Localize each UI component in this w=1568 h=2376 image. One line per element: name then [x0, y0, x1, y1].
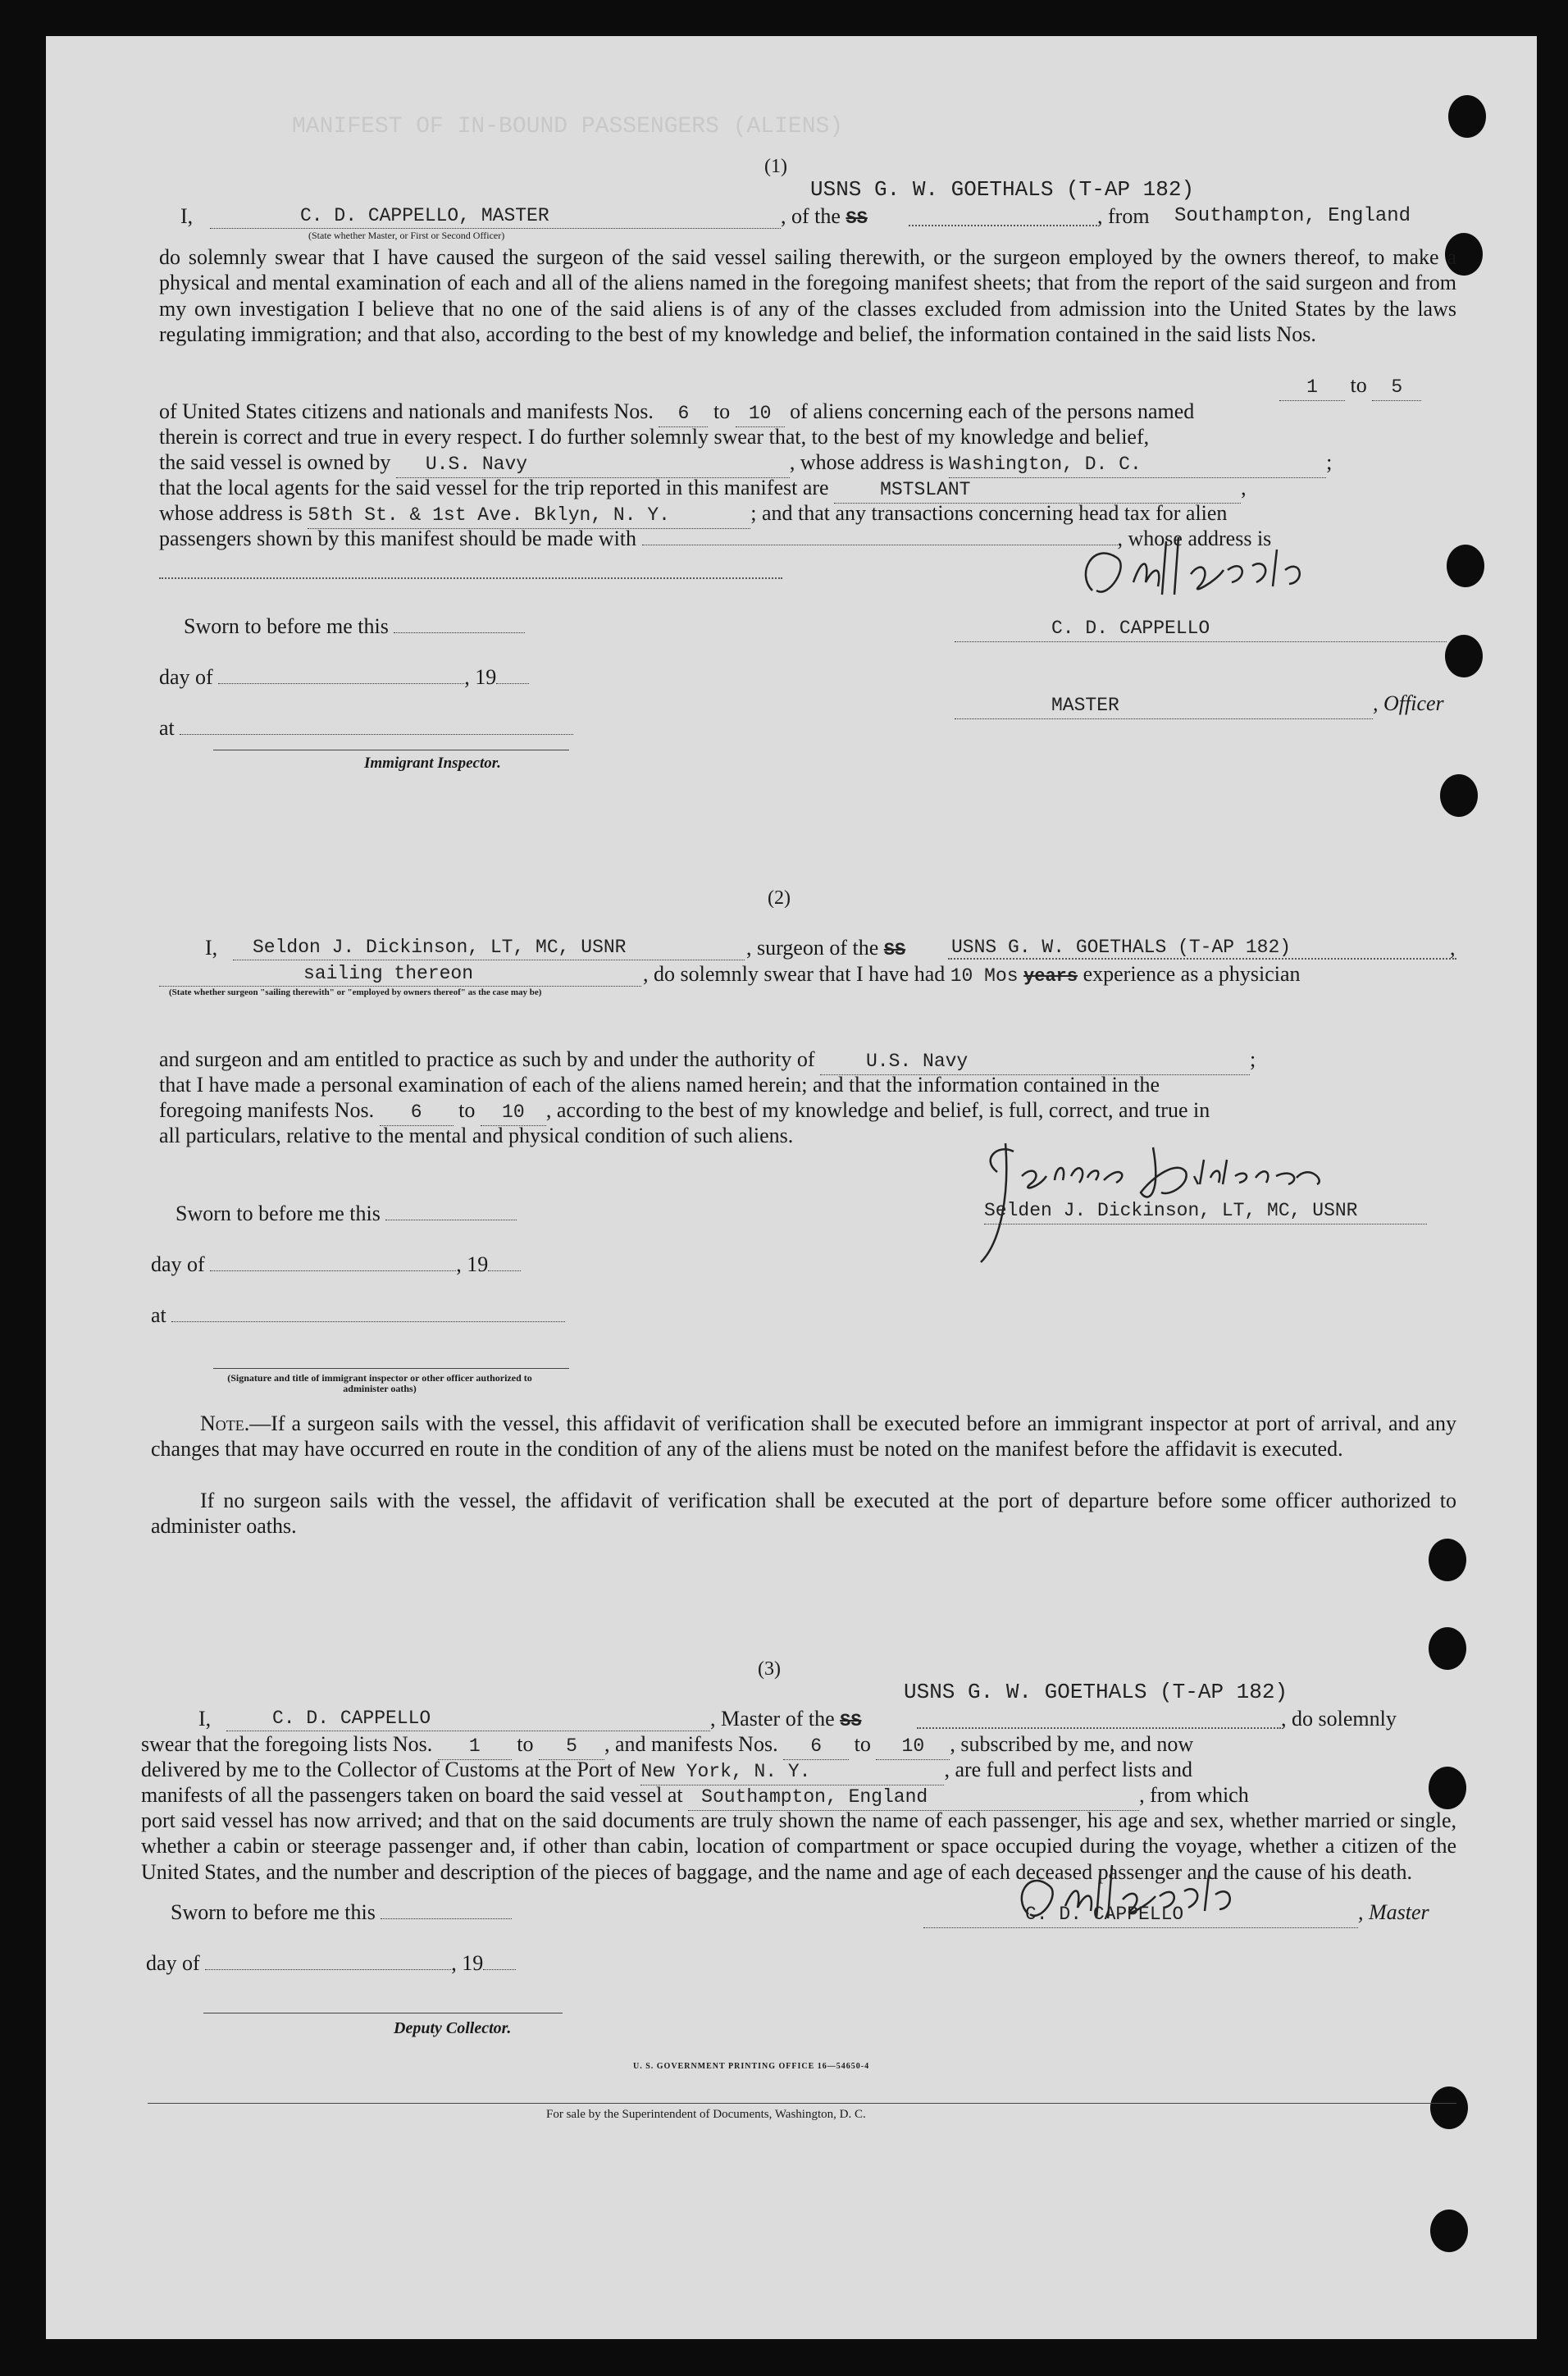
authority-value: U.S. Navy	[866, 1051, 969, 1072]
deputy-collector-label: Deputy Collector.	[394, 2019, 512, 2037]
signature-note: (Signature and title of immigrant inspector or other officer authorized to administer oaths)	[227, 1372, 532, 1394]
section-number: (3)	[758, 1658, 781, 1680]
vessel-name: USNS G. W. GOETHALS (T-AP 182)	[810, 177, 1195, 202]
intro-i: I,	[205, 936, 218, 960]
section3-paragraph: port said vessel has now arrived; and that on the said documents are truly shown the name of each passenger, his age and sex, whether married or single, whether a cabin or steerage passenger and, if other than cabin, location of compartment or space occupied during the voyage, whether a citizen of the United States, and the number and description of the pieces of baggage, and the name and age of each deceased passenger and the cause of his death.	[141, 1808, 1456, 1884]
state-note: (State whether surgeon "sailing therewith" or "employed by owners thereof" as the case may be)	[169, 987, 542, 997]
from-place-value: Southampton, England	[1174, 205, 1411, 227]
intro-i: I,	[180, 204, 194, 228]
binder-hole	[1429, 1627, 1466, 1670]
owner-address-value: Washington, D. C.	[949, 454, 1142, 475]
lists-to-value: 5	[1391, 376, 1403, 398]
immigrant-inspector-label: Immigrant Inspector.	[364, 755, 501, 772]
true-in-every-respect: therein is correct and true in every respect. I do further solemnly swear that, to the best of my knowledge and belief,	[159, 425, 1150, 449]
agents-address-value: 58th St. & 1st Ave. Bklyn, N. Y.	[308, 504, 670, 526]
binder-hole	[1429, 1767, 1466, 1809]
struck-ss: SS	[883, 940, 906, 960]
binder-hole	[1430, 2086, 1468, 2129]
note-paragraph: Note.—If a surgeon sails with the vessel, this affidavit of verification shall be executed before an immigrant inspector at port of arrival, and any changes that may have occurred en route in the condition of any of the aliens must be noted on the manifest before the affidavit is executed.	[151, 1411, 1456, 1462]
binder-hole	[1440, 774, 1478, 817]
surgeon-signer-value: Selden J. Dickinson, LT, MC, USNR	[984, 1200, 1358, 1221]
master-name-value: C. D. CAPPELLO, MASTER	[300, 205, 549, 226]
binder-hole	[1430, 2210, 1468, 2252]
surgeon-name-value: Seldon J. Dickinson, LT, MC, USNR	[253, 937, 627, 958]
note-paragraph-2: If no surgeon sails with the vessel, the affidavit of verification shall be executed at the port of departure before some officer authorized to administer oaths.	[151, 1489, 1456, 1539]
exam-line: that I have made a personal examination of each of the aliens named herein; and that the information contained in the	[159, 1073, 1160, 1097]
lists-to-value: 5	[566, 1735, 577, 1757]
master-signer-value: C. D. CAPPELLO	[1025, 1904, 1184, 1925]
of-the-label: , of the	[781, 204, 841, 228]
struck-years: years	[1023, 966, 1078, 987]
sailing-value: sailing thereon	[303, 963, 474, 984]
binder-hole	[1429, 1539, 1466, 1581]
manifests-to-value: 10	[748, 403, 772, 424]
sworn-label: Sworn to before me this	[184, 614, 389, 638]
binder-hole	[1447, 545, 1484, 587]
section-number: (2)	[768, 887, 791, 909]
manifests-from-value: 6	[810, 1735, 822, 1757]
master-name-field	[210, 203, 781, 229]
for-sale-note: For sale by the Superintendent of Documents, Washington, D. C.	[546, 2108, 866, 2121]
oath-paragraph: do solemnly swear that I have caused the surgeon of the said vessel sailing therewith, or the surgeon employed by the owners thereof, to make a physical and mental examination of each and all of the aliens named in the foregoing manifest sheets; that from the report of the said surgeon and from my own investigation I believe that no one of the said aliens is of any of the classes excluded from admission into the United States by the laws regulating immigration; and that also, according to the best of my knowledge and belief, the information contained in the said lists Nos.	[159, 245, 1456, 346]
manifests-from-value: 6	[410, 1101, 422, 1123]
experience-value: 10 Mos	[950, 965, 1019, 987]
rank-value: MASTER	[1051, 695, 1119, 716]
section-number: (1)	[764, 156, 787, 177]
struck-ss: SS	[846, 208, 868, 229]
solemnly-label: , do solemnly	[1281, 1707, 1397, 1731]
agents-value: MSTSLANT	[880, 479, 971, 500]
bleed-through-text: MANIFEST OF IN-BOUND PASSENGERS (ALIENS)	[292, 114, 844, 139]
master-value: C. D. CAPPELLO	[272, 1708, 431, 1729]
from-label: , from	[1097, 204, 1150, 228]
master-signature	[1060, 525, 1322, 623]
manifests-from-value: 6	[677, 403, 690, 424]
struck-ss: SS	[840, 1711, 862, 1731]
manifests-to-value: 10	[901, 1735, 925, 1757]
owner-value: U.S. Navy	[425, 454, 528, 475]
master-signer-value: C. D. CAPPELLO	[1051, 618, 1210, 639]
vessel-name: USNS G. W. GOETHALS (T-AP 182)	[951, 937, 1292, 958]
sworn-label: Sworn to before me this	[171, 1900, 376, 1924]
lists-from-value: 1	[468, 1735, 481, 1757]
boarded-place-value: Southampton, England	[701, 1786, 928, 1808]
binder-hole	[1448, 95, 1486, 138]
lists-from-value: 1	[1306, 376, 1318, 398]
particulars-line: all particulars, relative to the mental and physical condition of such aliens.	[159, 1124, 794, 1147]
state-note: (State whether Master, or First or Second Officer)	[308, 230, 505, 241]
document-page: MANIFEST OF IN-BOUND PASSENGERS (ALIENS) (1) USNS G. W. GOETHALS (T-AP 182) I, C. D. CAPPELLO, MASTER , of the SS , from Southampton, England (State whether Master, or First or Second Officer) do solemnly swear that I have caused the surgeon of the said vessel sailing therewith, or the surgeon employed by the owners thereof, to make a physical and mental examination of each and all of the aliens named in the foregoing manifest sheets; that from the report of the said surgeon and from my own investigation I believe that no one of the said aliens is of any of the classes excluded from admission into the United States by the laws regulating immigration; and that also, according to the best of my knowledge and belief, the information contained in the said lists Nos. 1 to 5 of United States citizens and nationals and manifests Nos. 6 to 10 of aliens concerning each of the persons named therein is correct and true in every respect. I do further solemnly swear that, to the best of my knowledge and belief, the said vessel is owned by U.S. Navy , whose address is Washington, D. C. ; that the local agents for the said vessel for the trip reported in this manifest are MSTSLANT , whose address is 58th St. & 1st Ave. Bklyn, N. Y. ; and that any transactions concerning head tax for alien passengers shown by this manifest should be made with , whose address is Sworn to before me this day of , 19 at Immigrant Inspector. C. D. CAPPELLO MASTER , Officer (2) I, Seldon J. Dickinson, LT, MC, USNR , surgeon of the SS USNS G. W. GOETHALS (T-AP 182) , sailing thereon , do solemnly swear that I have had 10 Mos years experience as a physician (State whether surgeon "sailing therewith" or "employed by owners thereof" as the case may be) and surgeon and am entitled to practice as such by and under the authority of U.S. Navy ; that I have made a personal examination of each of the aliens named herein; and that the information contained in the foregoing manifests Nos. 6 to 10 , according to the best of my knowledge and belief, is full, correct, and true in all particulars, relative to the mental and physical condition of such aliens. Selden J. Dickinson, LT, MC, USNR Sworn to before me this day of , 19 at (Signature and title of immigrant inspector or other officer authorized to administer oaths) Note.—If a surgeon sails with the vessel, this affidavit of verification shall be executed before an immigrant inspector at port of arrival, and any changes that may have occurred en route in the condition of any of the aliens must be noted on the manifest before the affidavit is executed. If no surgeon sails with the vessel, the affidavit of verification shall be executed at the port of departure before some officer authorized to administer oaths. (3) USNS G. W. GOETHALS (T-AP 182) I, C. D. CAPPELLO , Master of the SS , do solemnly swear that the foregoing lists Nos. 1 to 5 , and manifests Nos. 6 to 10 , subscribed by me, and now delivered by me to the Collector of Customs at the Port of New York, N. Y. , are full and perfect lists and manifests of all the passengers taken on board the said vessel at Southampton, England , from which port said vessel has now arrived; and that on the said documents are truly shown the name of each passenger, his age and sex, whether married or single, whether a cabin or steerage passenger and, if other than cabin, location of compartment or space occupied during the voyage, whether a citizen of the United States, and the number and description of the pieces of baggage, and the name and age of each deceased passenger and the cause of his death. Sworn to before me this C. D. CAPPELLO , Master day of , 19 Deputy Collector. U. S. GOVERNMENT PRINTING OFFICE 16—54650-4 For sale by the Superintendent of Documents, Washington, D. C.	[46, 36, 1537, 2339]
binder-hole	[1445, 635, 1483, 677]
printing-office: U. S. GOVERNMENT PRINTING OFFICE 16—54650-4	[633, 2062, 870, 2071]
manifests-to-value: 10	[502, 1101, 525, 1123]
intro-i: I,	[198, 1707, 212, 1731]
vessel-name: USNS G. W. GOETHALS (T-AP 182)	[904, 1680, 1288, 1704]
sworn-label: Sworn to before me this	[175, 1202, 381, 1225]
port-value: New York, N. Y.	[640, 1761, 811, 1782]
